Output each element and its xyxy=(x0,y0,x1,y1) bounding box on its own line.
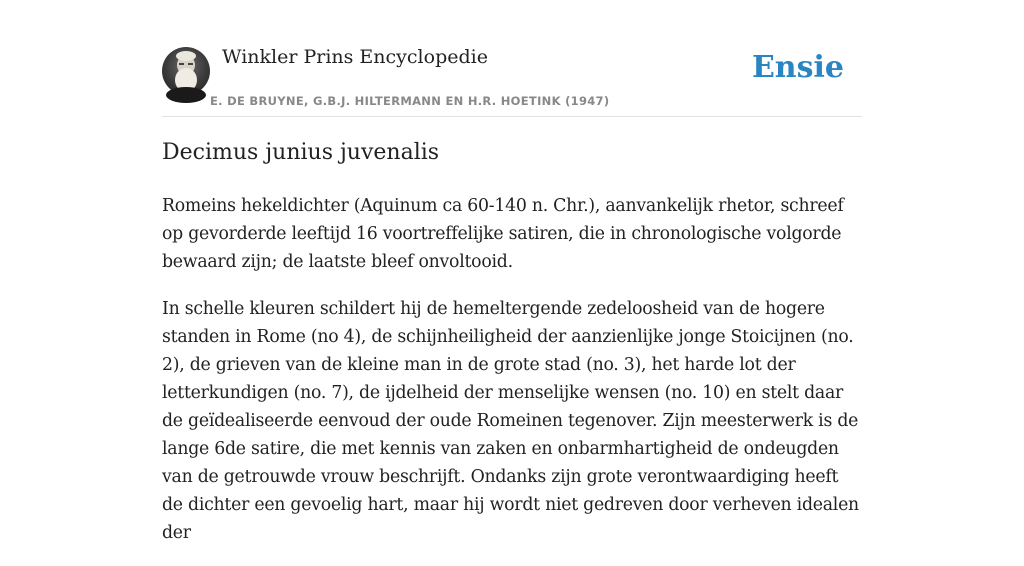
article-title: Decimus junius juvenalis xyxy=(162,140,440,165)
paragraph-2: In schelle kleuren schildert hij de hemeltergende zedeloosheid van de hogere standen in Rome (no 4), de schijnheiligheid der aanzienlijke jonge Stoicijnen (no. 2), de grieven van de kleine man in de grote stad (no. 3), het harde lot der letterkundigen (no. 7), de ijdelheid der menselijke wensen (no. 10) en stelt daar de geïdealiseerde eenvoud der oude Romeinen tegenover. Zijn meesterwerk is de lange 6de satire, die met kennis van zaken en onbarmhartigheid de ondeugden van de getrouwde vrouw beschrijft. Ondanks zijn grote verontwaardiging heeft de dichter een gevoelig hart, maar hij wordt niet gedreven door verheven idealen der xyxy=(162,299,859,543)
author-avatar-icon[interactable] xyxy=(162,47,210,95)
site-title[interactable]: Winkler Prins Encyclopedie xyxy=(222,46,488,68)
authors-credit: E. DE BRUYNE, G.B.J. HILTERMANN EN H.R. HOETINK (1947) xyxy=(210,94,610,108)
site-header xyxy=(162,0,862,117)
article-body xyxy=(162,192,862,566)
paragraph-1: Romeins hekeldichter (Aquinum ca 60-140 n. Chr.), aanvankelijk rhetor, schreef op gevorderde leeftijd 16 voortreffelijke satiren, die in chronologische volgorde bewaard zijn; de laatste bleef onvoltooid. xyxy=(162,196,844,272)
brand-logo[interactable]: Ensie xyxy=(751,50,844,85)
